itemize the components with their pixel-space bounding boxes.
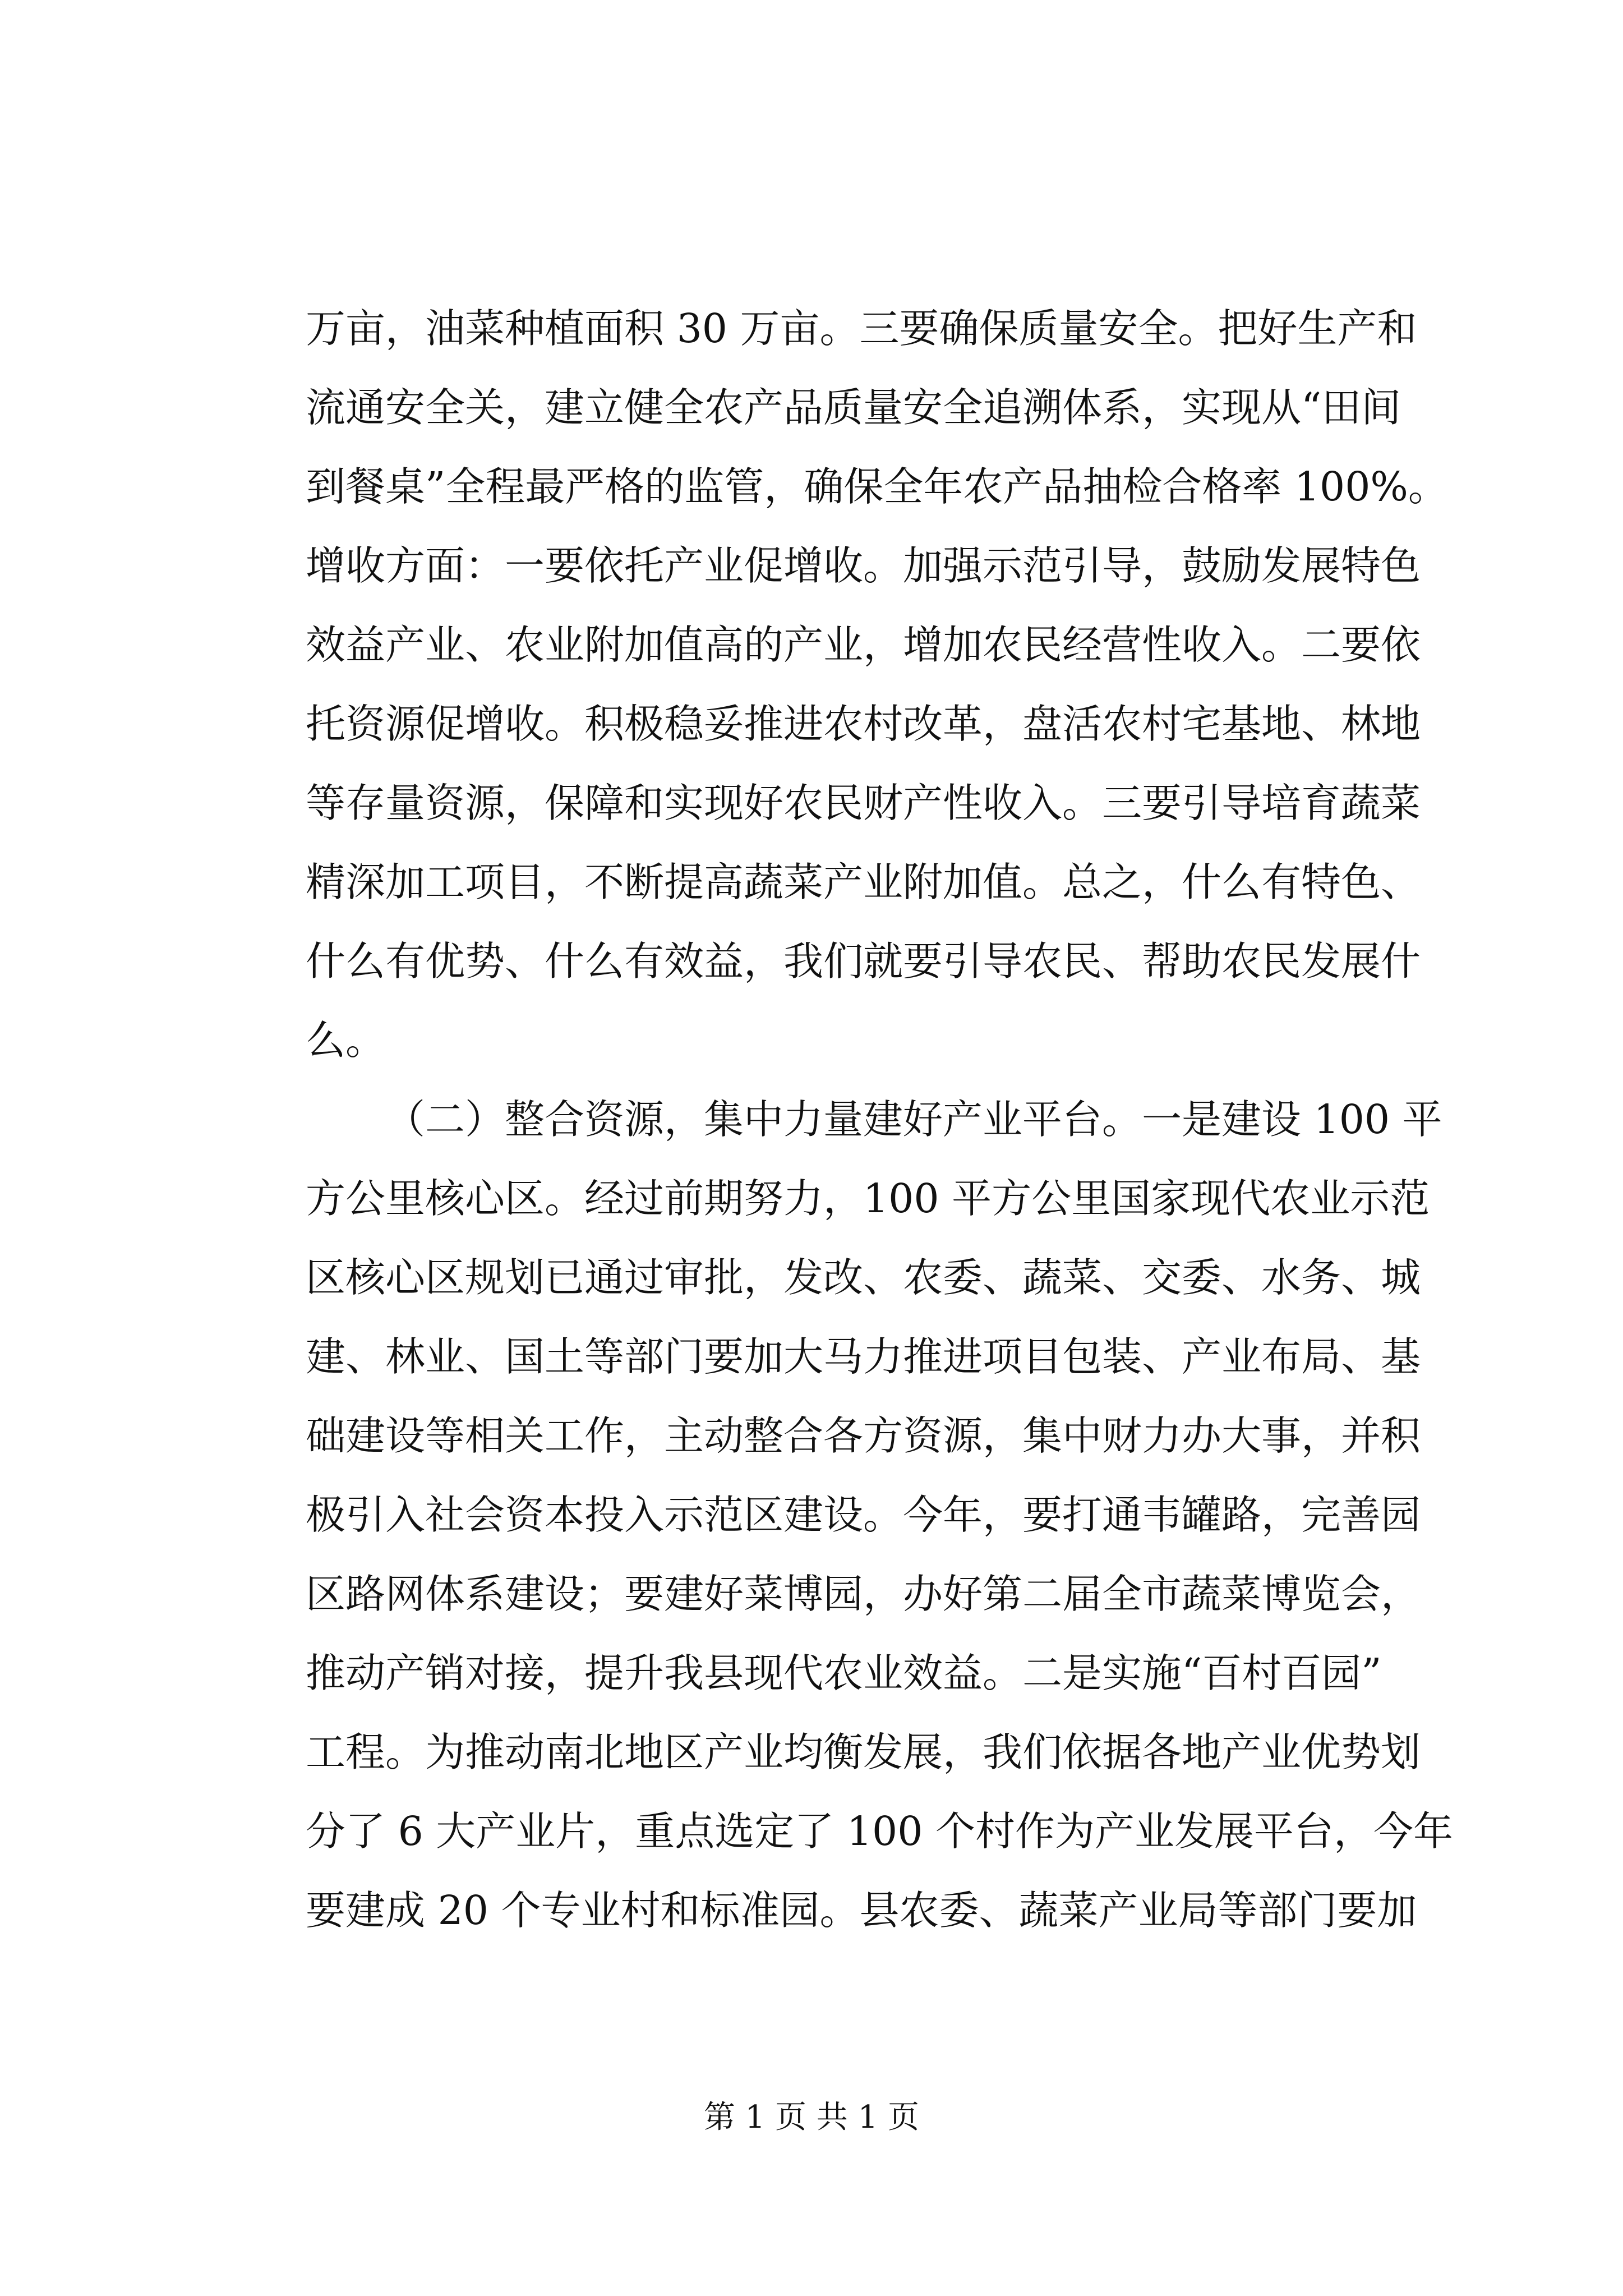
- text-line: 流通安全关，建立健全农产品质量安全追溯体系，实现从“田间: [306, 384, 1401, 431]
- text-line: 什么有优势、什么有效益，我们就要引导农民、帮助农民发展什: [306, 938, 1421, 984]
- text-line: 区核心区规划已通过审批，发改、农委、蔬菜、交委、水务、城: [306, 1254, 1421, 1301]
- text-line: 工程。为推动南北地区产业均衡发展，我们依据各地产业优势划: [306, 1729, 1421, 1775]
- page-number-footer: 第 1 页 共 1 页: [703, 2099, 920, 2136]
- text-line: 推动产销对接，提升我县现代农业效益。二是实施“百村百园”: [306, 1650, 1382, 1696]
- text-line: 效益产业、农业附加值高的产业，增加农民经营性收入。二要依: [306, 622, 1421, 668]
- text-line: 础建设等相关工作，主动整合各方资源，集中财力办大事，并积: [306, 1412, 1421, 1459]
- text-line: 托资源促增收。积极稳妥推进农村改革，盘活农村宅基地、林地: [306, 701, 1421, 747]
- text-line: 万亩，油菜种植面积 30 万亩。三要确保质量安全。把好生产和: [306, 305, 1417, 352]
- text-line: 增收方面：一要依托产业促增收。加强示范引导，鼓励发展特色: [306, 542, 1421, 589]
- text-line: 要建成 20 个专业村和标准园。县农委、蔬菜产业局等部门要加: [306, 1887, 1417, 1934]
- section-heading-line: （二）整合资源，集中力量建好产业平台。一是建设 100 平: [385, 1096, 1442, 1143]
- text-line: 极引入社会资本投入示范区建设。今年，要打通韦罐路，完善园: [306, 1492, 1421, 1538]
- text-line: 精深加工项目，不断提高蔬菜产业附加值。总之，什么有特色、: [306, 859, 1421, 905]
- text-line: 到餐桌”全程最严格的监管，确保全年农产品抽检合格率 100%。: [306, 463, 1448, 510]
- body-text: [306, 289, 1453, 1950]
- text-line: 方公里核心区。经过前期努力，100 平方公里国家现代农业示范: [306, 1175, 1430, 1222]
- text-line: 建、林业、国土等部门要加大马力推进项目包装、产业布局、基: [306, 1333, 1421, 1380]
- text-line: 么。: [306, 1017, 386, 1064]
- text-line: 分了 6 大产业片，重点选定了 100 个村作为产业发展平台，今年: [306, 1808, 1453, 1855]
- text-line: 等存量资源，保障和实现好农民财产性收入。三要引导培育蔬菜: [306, 780, 1421, 826]
- text-line: 区路网体系建设；要建好菜博园，办好第二届全市蔬菜博览会，: [306, 1571, 1421, 1617]
